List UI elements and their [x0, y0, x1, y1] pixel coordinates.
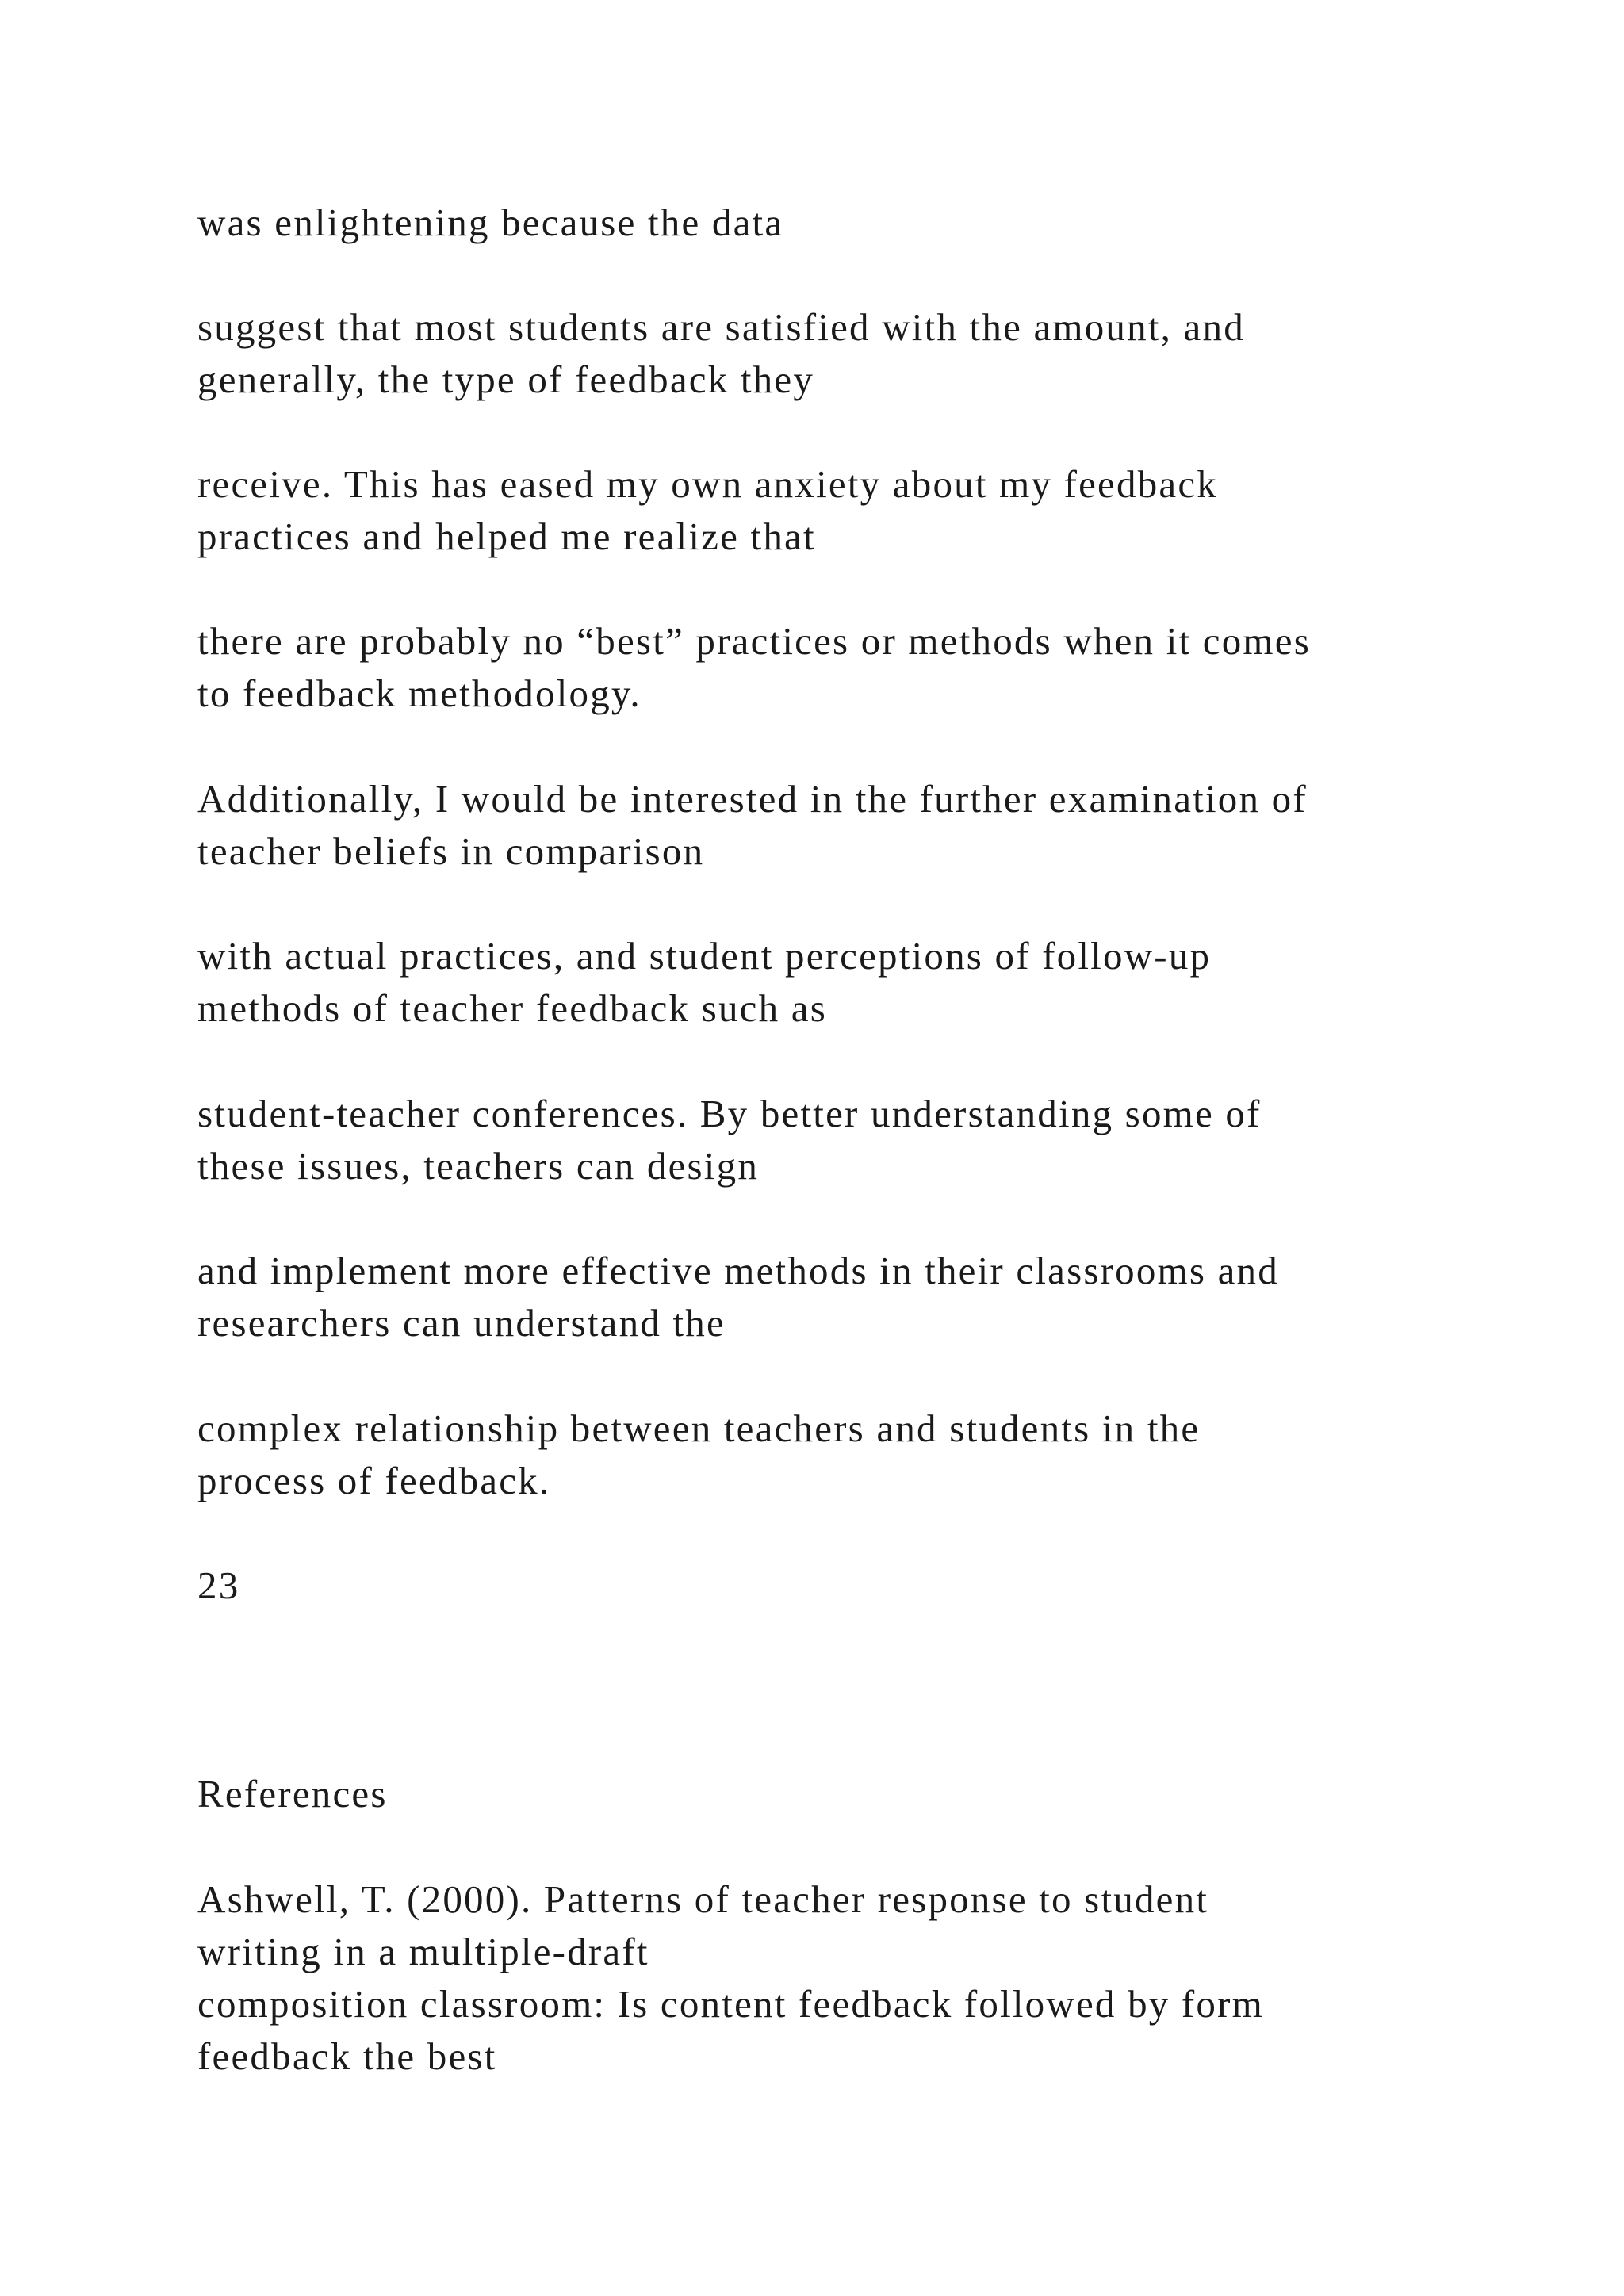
paragraph-7 — [197, 1088, 1498, 1192]
text-line: student-teacher conferences. By better understanding some of — [197, 1092, 1262, 1135]
reference-line: feedback the best — [197, 2034, 497, 2078]
paragraph-1 — [197, 197, 1498, 249]
text-line: complex relationship between teachers and students in the — [197, 1406, 1201, 1450]
text-line: Additionally, I would be interested in the further examination of — [197, 777, 1308, 821]
text-line: teacher beliefs in comparison — [197, 829, 705, 873]
page-number — [197, 1559, 1498, 1612]
text-line: with actual practices, and student perceptions of follow-up — [197, 934, 1212, 978]
reference-line: Ashwell, T. (2000). Patterns of teacher response to student — [197, 1877, 1209, 1921]
text-line: process of feedback. — [197, 1459, 551, 1502]
text-line: suggest that most students are satisfied with the amount, and — [197, 305, 1245, 349]
text-line: there are probably no “best” practices or methods when it comes — [197, 619, 1311, 663]
paragraph-8 — [197, 1245, 1498, 1349]
heading-text: References — [197, 1772, 388, 1816]
text-line: these issues, teachers can design — [197, 1144, 760, 1188]
paragraph-6 — [197, 930, 1498, 1035]
text-line: to feedback methodology. — [197, 672, 642, 715]
text-line: researchers can understand the — [197, 1301, 726, 1345]
text-line: practices and helped me realize that — [197, 515, 816, 558]
paragraph-3 — [197, 458, 1498, 563]
page-number-text: 23 — [197, 1563, 240, 1607]
references-heading — [197, 1768, 1498, 1820]
reference-line: composition classroom: Is content feedback followed by form — [197, 1982, 1264, 2026]
text-line: methods of teacher feedback such as — [197, 986, 827, 1030]
text-line: and implement more effective methods in their classrooms and — [197, 1249, 1279, 1292]
reference-entry — [197, 1873, 1498, 2083]
paragraph-9 — [197, 1402, 1498, 1507]
paragraph-4 — [197, 615, 1498, 720]
paragraph-5 — [197, 773, 1498, 878]
text-line: receive. This has eased my own anxiety about my feedback — [197, 462, 1218, 506]
text-line: was enlightening because the data — [197, 201, 784, 244]
reference-line: writing in a multiple-draft — [197, 1930, 649, 1973]
paragraph-2 — [197, 301, 1498, 406]
text-line: generally, the type of feedback they — [197, 358, 815, 401]
